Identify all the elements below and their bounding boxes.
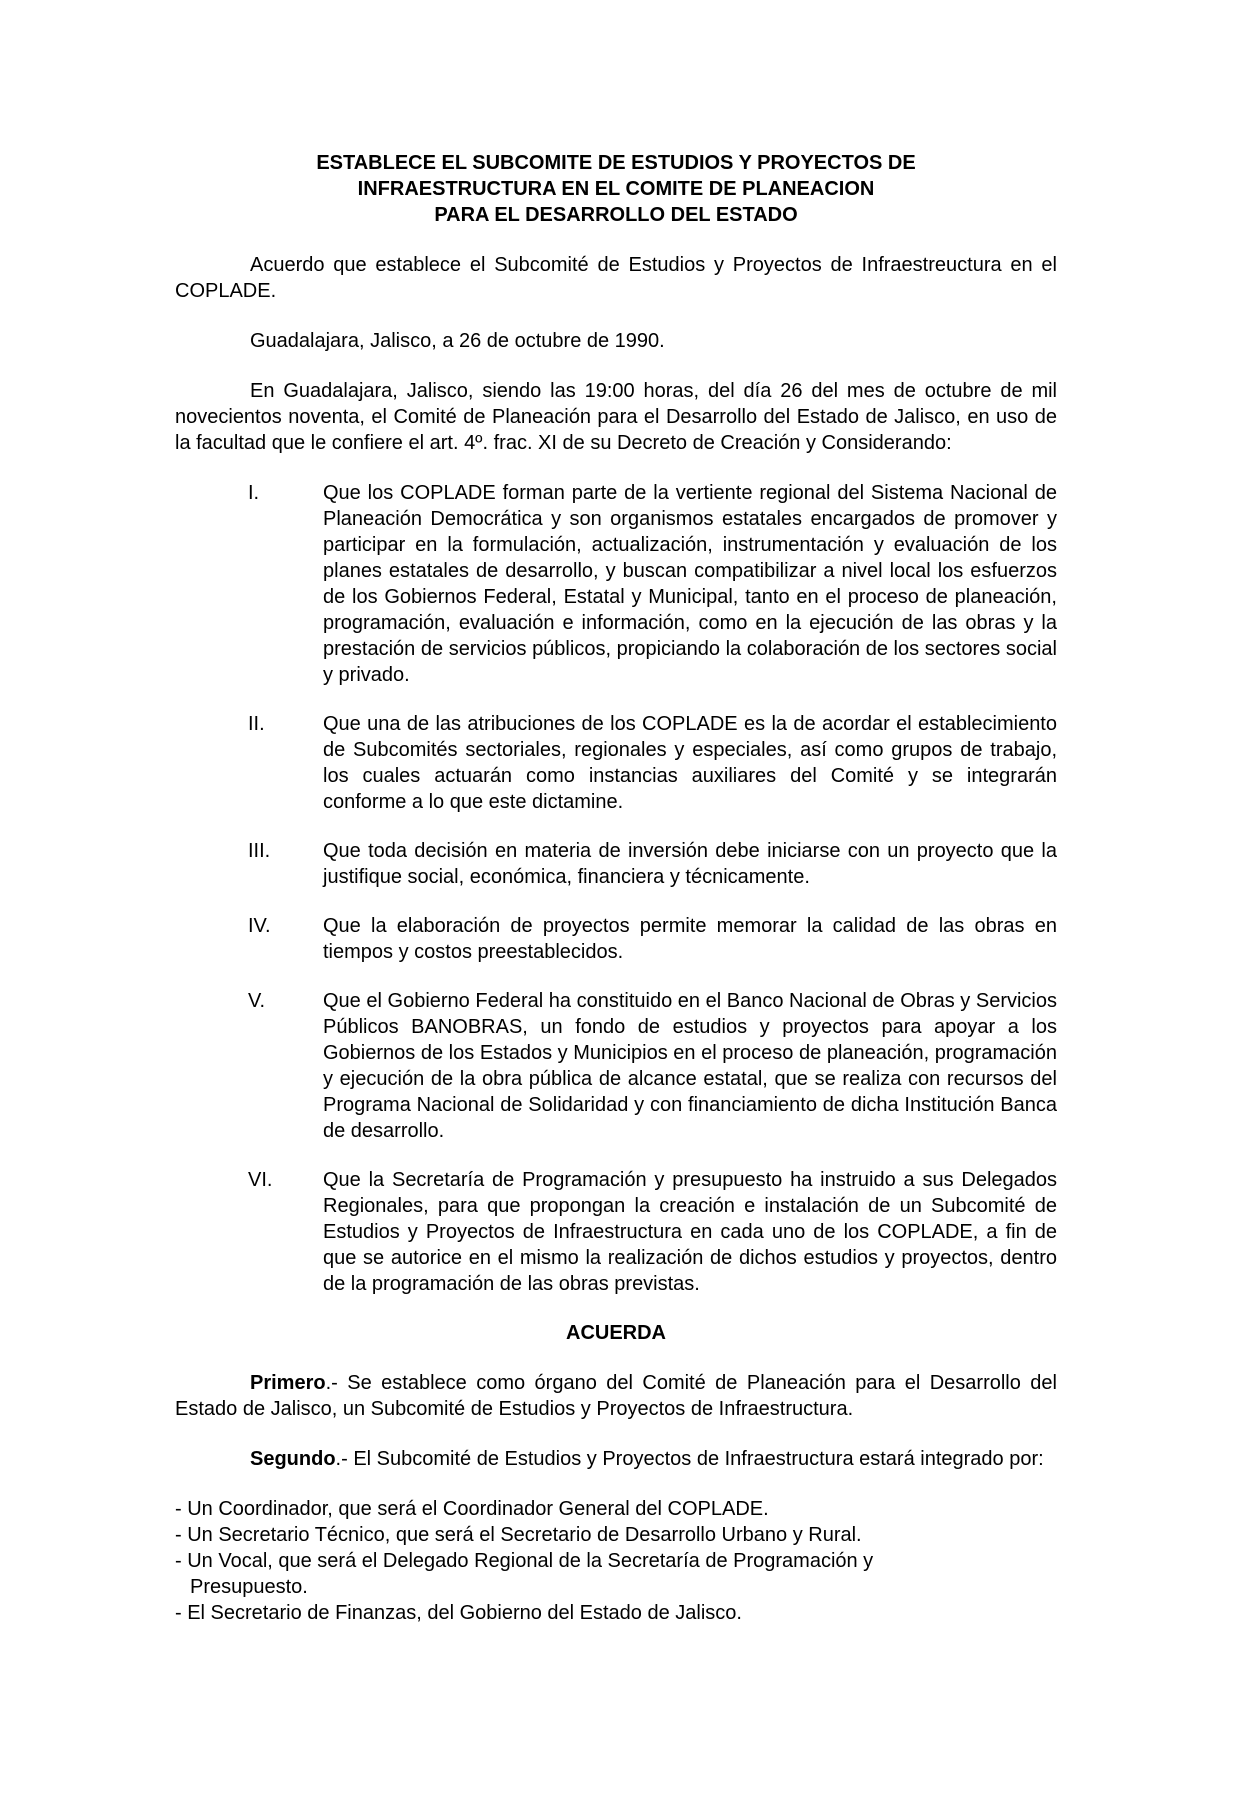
article-primero-text: .- Se establece como órgano del Comité de Planeación para el Desarrollo del Estado de Jalisco, un Subcomité de Estudios y Proyectos de Infraestructura.	[175, 1372, 1057, 1420]
article-segundo-label: Segundo	[250, 1448, 336, 1470]
considerando-text: Que la elaboración de proyectos permite memorar la calidad de las obras en tiempos y costos preestablecidos.	[323, 915, 1057, 963]
title-line-2: INFRAESTRUCTURA EN EL COMITE DE PLANEACION	[357, 178, 875, 200]
considerando-number: VI.	[248, 1169, 273, 1191]
article-primero-label: Primero	[250, 1372, 326, 1394]
considerando-number: III.	[248, 840, 271, 862]
considerando-number: V.	[248, 990, 266, 1012]
considerandos-list	[175, 480, 1057, 1297]
preamble-paragraph: En Guadalajara, Jalisco, siendo las 19:00 horas, del día 26 del mes de octubre de mil novecientos noventa, el Comité de Planeación para el Desarrollo del Estado de Jalisco, en uso de la facultad que le confiere el art. 4º. frac. XI de su Decreto de Creación y Considerando:	[175, 380, 1057, 454]
member-line: - El Secretario de Finanzas, del Gobierno del Estado de Jalisco.	[175, 1602, 742, 1624]
acuerda-heading: ACUERDA	[566, 1322, 666, 1344]
considerando-text: Que toda decisión en materia de inversión debe iniciarse con un proyecto que la justifique social, económica, financiera y técnicamente.	[323, 840, 1057, 888]
considerando-text: Que el Gobierno Federal ha constituido en el Banco Nacional de Obras y Servicios Públicos BANOBRAS, un fondo de estudios y proyectos para apoyar a los Gobiernos de los Estados y Municipios en el proceso de planeación, programación y ejecución de la obra pública de alcance estatal, que se realiza con recursos del Programa Nacional de Solidaridad y con financiamiento de dicha Institución Banca de desarrollo.	[323, 990, 1057, 1142]
title-line-1: ESTABLECE EL SUBCOMITE DE ESTUDIOS Y PROYECTOS DE	[316, 152, 916, 174]
summary-paragraph: Acuerdo que establece el Subcomité de Estudios y Proyectos de Infraestreuctura en el COPLADE.	[175, 254, 1057, 302]
considerando-item	[248, 988, 1057, 1144]
member-line: - Un Vocal, que será el Delegado Regional de la Secretaría de Programación y	[175, 1550, 874, 1572]
considerando-number: I.	[248, 482, 260, 504]
considerando-item	[248, 1167, 1057, 1297]
considerando-item	[248, 913, 1057, 965]
document-title	[175, 150, 1057, 228]
member-line: - Un Secretario Técnico, que será el Secretario de Desarrollo Urbano y Rural.	[175, 1524, 862, 1546]
considerando-item	[248, 711, 1057, 815]
place-date: Guadalajara, Jalisco, a 26 de octubre de 1990.	[250, 330, 665, 352]
document-page	[175, 150, 1057, 1626]
article-segundo-text: .- El Subcomité de Estudios y Proyectos de Infraestructura estará integrado por:	[335, 1448, 1044, 1470]
considerando-item	[248, 838, 1057, 890]
member-line-continuation: Presupuesto.	[190, 1576, 308, 1598]
considerando-text: Que una de las atribuciones de los COPLADE es la de acordar el establecimiento de Subcomités sectoriales, regionales y especiales, así como grupos de trabajo, los cuales actuarán como instancias auxiliares del Comité y se integrarán conforme a lo que este dictamine.	[323, 713, 1057, 813]
considerando-item	[248, 480, 1057, 688]
member-item	[175, 1522, 1057, 1548]
considerando-text: Que los COPLADE forman parte de la vertiente regional del Sistema Nacional de Planeación Democrática y son organismos estatales encargados de promover y participar en la formulación, actualización, instrumentación y evaluación de los planes estatales de desarrollo, y buscan compatibilizar a nivel local los esfuerzos de los Gobiernos Federal, Estatal y Municipal, tanto en el proceso de planeación, programación, evaluación e información, como en la ejecución de las obras y la prestación de servicios públicos, propiciando la colaboración de los sectores social y privado.	[323, 482, 1057, 686]
considerando-text: Que la Secretaría de Programación y presupuesto ha instruido a sus Delegados Regionales, para que propongan la creación e instalación de un Subcomité de Estudios y Proyectos de Infraestructura en cada uno de los COPLADE, a fin de que se autorice en el mismo la realización de dichos estudios y proyectos, dentro de la programación de las obras previstas.	[323, 1169, 1057, 1295]
article-primero	[175, 1370, 1057, 1422]
considerando-number: IV.	[248, 915, 271, 937]
member-item	[175, 1548, 1057, 1600]
member-item	[175, 1600, 1057, 1626]
member-item	[175, 1496, 1057, 1522]
considerando-number: II.	[248, 713, 265, 735]
members-list	[175, 1496, 1057, 1626]
member-line: - Un Coordinador, que será el Coordinador General del COPLADE.	[175, 1498, 769, 1520]
article-segundo	[175, 1446, 1057, 1472]
title-line-3: PARA EL DESARROLLO DEL ESTADO	[434, 204, 798, 226]
